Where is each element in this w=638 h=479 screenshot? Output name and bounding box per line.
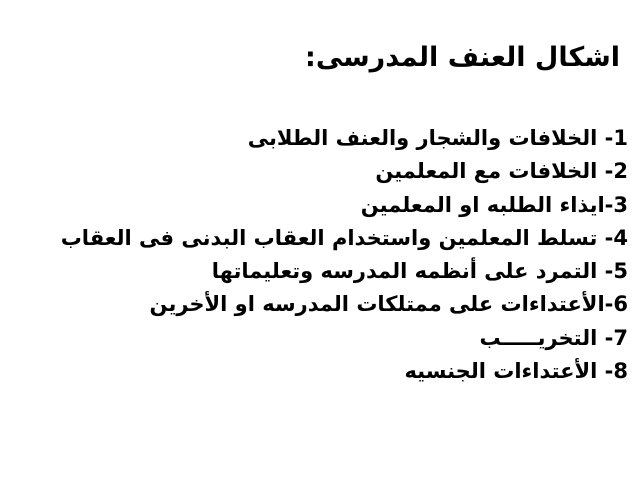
bullet-list <box>61 122 628 388</box>
list-item: 4- تسلط المعلمين واستخدام العقاب البدنى فى العقاب <box>60 225 628 250</box>
list-item: 1- الخلافات والشجار والعنف الطلابى <box>247 126 628 150</box>
list-item: 7- التخريـــــب <box>479 325 628 350</box>
list-item: 8- الأعتداءات الجنسيه <box>404 359 628 384</box>
list-item: 3-ايذاء الطلبه او المعلمين <box>360 192 628 217</box>
list-item: 6-الأعتداءات على ممتلكات المدرسه او الأخرين <box>149 292 628 317</box>
list-item: 2- الخلافات مع المعلمين <box>375 159 628 184</box>
slide-title: اشكال العنف المدرسى: <box>305 42 620 73</box>
list-item: 5- التمرد على أنظمه المدرسه وتعليماتها <box>211 259 628 284</box>
